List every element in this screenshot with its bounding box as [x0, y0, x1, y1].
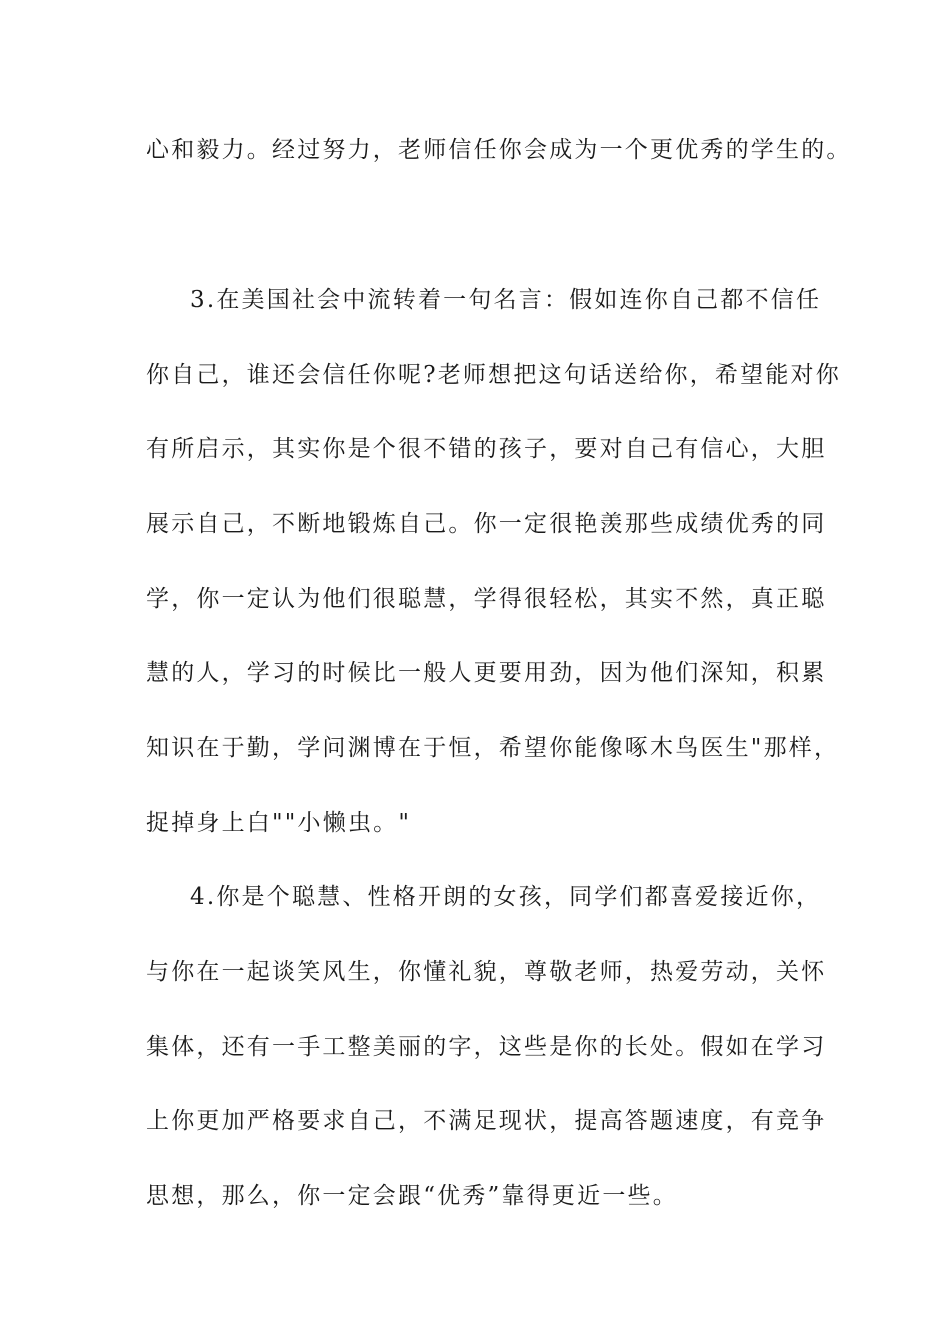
- text-line: 你自己，谁还会信任你呢?老师想把这句话送给你，希望能对你: [146, 362, 841, 388]
- text-line: 思想，那么，你一定会跟“优秀”靠得更近一些。: [146, 1183, 678, 1209]
- text-line: 慧的人，学习的时候比一般人更要用劲，因为他们深知，积累: [146, 660, 827, 686]
- text-line: 3.在美国社会中流转着一句名言：假如连你自己都不信任: [190, 287, 822, 313]
- text-line: 与你在一起谈笑风生，你懂礼貌，尊敬老师，热爱劳动，关怀: [146, 959, 827, 985]
- text-line: 上你更加严格要求自己，不满足现状，提高答题速度，有竞争: [146, 1108, 827, 1134]
- text-line: 学，你一定认为他们很聪慧，学得很轻松，其实不然，真正聪: [146, 586, 827, 612]
- text-line: 集体，还有一手工整美丽的字，这些是你的长处。假如在学习: [146, 1034, 827, 1060]
- text-line: 展示自己，不断地锻炼自己。你一定很艳羡那些成绩优秀的同: [146, 511, 827, 537]
- text-line: 捉掉身上白""小懒虫。": [146, 810, 412, 836]
- text-line: 心和毅力。经过努力，老师信任你会成为一个更优秀的学生的。: [146, 137, 852, 163]
- text-line: 有所启示，其实你是个很不错的孩子，要对自己有信心，大胆: [146, 436, 827, 462]
- text-line: 4.你是个聪慧、性格开朗的女孩，同学们都喜爱接近你，: [190, 884, 822, 910]
- text-line: 知识在于勤，学问渊博在于恒，希望你能像啄木鸟医生"那样，: [146, 735, 840, 761]
